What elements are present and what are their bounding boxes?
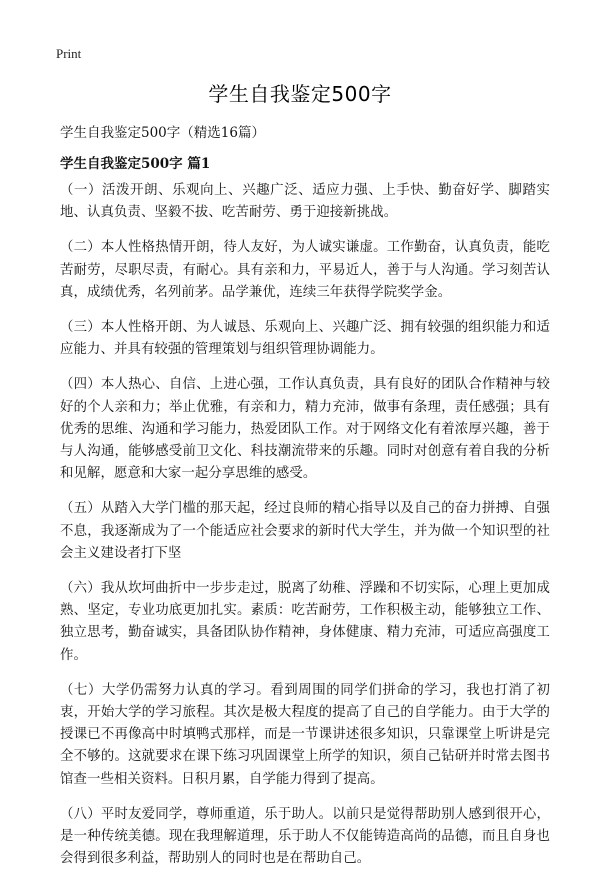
paragraph-4: （四）本人热心、自信、上进心强，工作认真负责，具有良好的团队合作精神与较好的个人亲和力；举止优雅，有亲和力，精力充沛，做事有条理，责任感强；具有优秀的思维、沟通和学习能力，热爱团队工作。对于网络文化有着浓厚兴趣，善于与人沟通，能够感受前卫文化、科技潮流带来的乐趣。同时对创意有着自我的分析和见解，愿意和大家一起分享思维的感受。 bbox=[60, 377, 550, 482]
paragraph-7: （七）大学仍需努力认真的学习。看到周围的同学们拼命的学习，我也打消了初衷，开始大学的学习旅程。其次是极大程度的提高了自己的自学能力。由于大学的授课已不再像高中时填鸭式那样，而是一节课讲述很多知识，只靠课堂上听讲是完全不够的。这就要求在课下练习巩固课堂上所学的知识，须自己钻研并时常去图书馆查一些相关资料。日积月累，自学能力得到了提高。 bbox=[60, 682, 550, 787]
paragraph-2: （二）本人性格热情开朗，待人友好，为人诚实谦虚。工作勤奋，认真负责，能吃苦耐劳，尽职尽责，有耐心。具有亲和力，平易近人，善于与人沟通。学习刻苦认真，成绩优秀，名列前茅。品学兼优，连续三年获得学院奖学金。 bbox=[60, 240, 550, 300]
paragraph-3: （三）本人性格开朗、为人诚恳、乐观向上、兴趣广泛、拥有较强的组织能力和适应能力、并具有较强的管理策划与组织管理协调能力。 bbox=[60, 320, 550, 358]
document-title: 学生自我鉴定500字 bbox=[208, 82, 392, 106]
paragraph-list bbox=[60, 180, 550, 883]
paragraph-1: （一）活泼开朗、乐观向上、兴趣广泛、适应力强、上手快、勤奋好学、脚踏实地、认真负责、坚毅不拔、吃苦耐劳、勇于迎接新挑战。 bbox=[60, 183, 550, 221]
paragraph-5: （五）从踏入大学门槛的那天起，经过良师的精心指导以及自己的奋力拼搏、自强不息，我逐渐成为了一个能适应社会要求的新时代大学生，并为做一个知识型的社会主义建设者打下坚 bbox=[60, 501, 550, 561]
document-subtitle: 学生自我鉴定500字（精选16篇） bbox=[60, 125, 265, 141]
section-heading: 学生自我鉴定500字 篇1 bbox=[60, 156, 211, 172]
paragraph-8: （八）平时友爱同学，尊师重道，乐于助人。以前只是觉得帮助别人感到很开心，是一种传统美德。现在我理解道理，乐于助人不仅能铸造高尚的品德，而且自身也会得到很多利益，帮助别人的同时也是在帮助自己。 bbox=[60, 806, 550, 867]
print-link[interactable]: Print bbox=[56, 46, 82, 61]
paragraph-6: （六）我从坎坷曲折中一步步走过，脱离了幼稚、浮躁和不切实际，心理上更加成熟、坚定，专业功底更加扎实。素质：吃苦耐劳，工作积极主动，能够独立工作、独立思考，勤奋诚实，具备团队协作精神，身体健康、精力充沛，可适应高强度工作。 bbox=[60, 581, 550, 663]
